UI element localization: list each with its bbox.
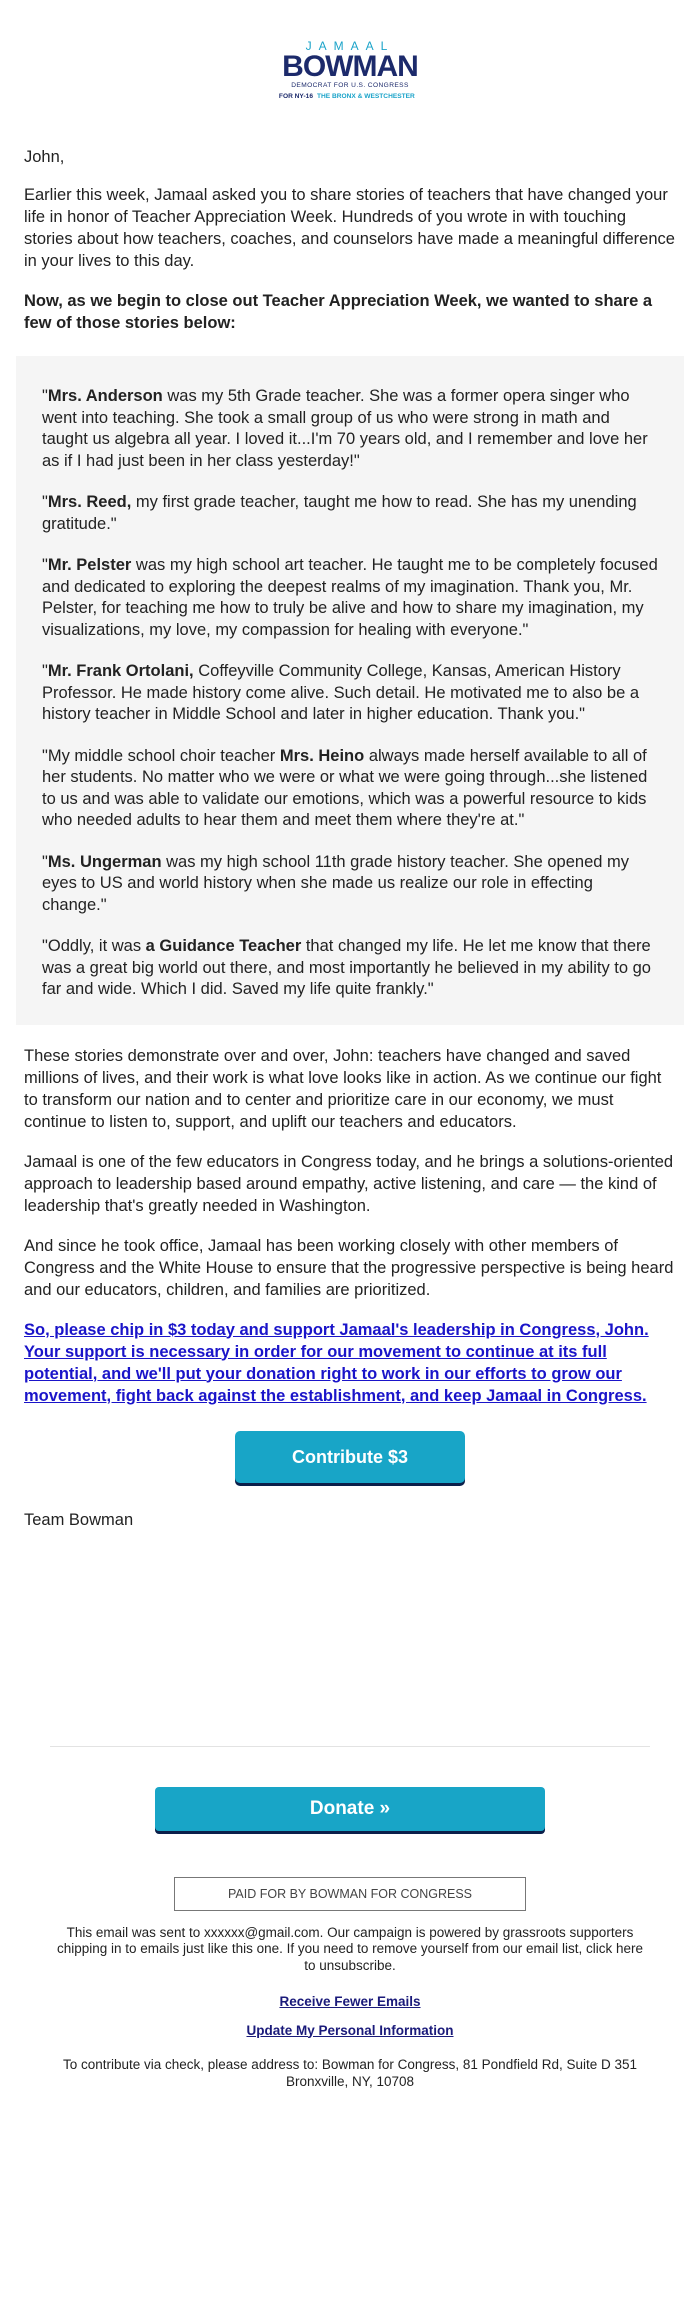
intro-paragraph: Earlier this week, Jamaal asked you to share stories of teachers that have changed your life in honor of Teacher Appreciation Week. Hundreds of you wrote in with touching stories about how teachers, coaches, and counselors have made a meaningful difference in your lives to this day. — [24, 186, 675, 270]
teacher-name: Mrs. Anderson — [47, 387, 163, 405]
teachers-paragraph: These stories demonstrate over and over, John: teachers have changed and saved millions of lives, and their work is what love looks like in action. As we continue our fight to transform our nation and to center and prioritize care in our economy, we must continue to listen to, support, and uplift our teachers and educators. — [24, 1046, 662, 1131]
email-container — [0, 36, 700, 2090]
story-item: "Mr. Pelster was my high school art teacher. He taught me to be completely focused and dedicated to exploring the deepest realms of my imagination. Thank you, Mr. Pelster, for teaching me how to truly be alive and how to share my imagination, my visualizations, my love, my compassion for healing with everyone." — [42, 556, 658, 639]
donate-ask-link[interactable]: So, please chip in $3 today and support Jamaal's leadership in Congress, John. Your support is necessary in order for our movement to continue at its full potential, and we'll put your donation right to work in our efforts to grow our movement, fight back against the establishment, and keep Jamaal in Congress. — [24, 1320, 649, 1405]
story-item: "Mrs. Reed, my first grade teacher, taught me how to read. She has my unending gratitude." — [42, 493, 637, 533]
mailing-address: To contribute via check, please address to: Bowman for Congress, 81 Pondfield Rd, Suite D 351 Bronxville, NY, 10708 — [62, 2057, 638, 2089]
story-item: "My middle school choir teacher Mrs. Heino always made herself available to all of her students. No matter who we were or what we were going through...she listened to us and was able to validate our emotions, which was a powerful resource to kids who needed adults to hear them and meet them where they're at." — [42, 746, 648, 829]
story-item: "Ms. Ungerman was my high school 11th grade history teacher. She opened my eyes to US and world history when she made us realize our role in effecting change." — [42, 852, 630, 914]
footer — [0, 1925, 700, 2091]
stories-lead: Now, as we begin to close out Teacher Appreciation Week, we wanted to share a few of those stories below: — [24, 292, 653, 332]
paid-for-disclaimer: PAID FOR BY BOWMAN FOR CONGRESS — [174, 1877, 526, 1911]
congress-paragraph: And since he took office, Jamaal has been working closely with other members of Congress and the White House to ensure that the progressive perspective is being heard and our educators, children, and families are prioritized. — [24, 1236, 674, 1299]
logo-jamaal-text: JAMAAL — [305, 39, 395, 53]
teacher-name: Mrs. Heino — [279, 746, 365, 765]
email-body — [0, 146, 700, 334]
story-item: "Oddly, it was a Guidance Teacher that changed my life. He let me know that there was a great big world out there, and most importantly he believed in my ability to go far and wide. Which I did. Saved my life quite frankly." — [42, 937, 651, 998]
logo-bowman-text: BOWMAN — [282, 50, 418, 83]
teacher-name: Mrs. Reed, — [47, 493, 132, 511]
contribute-button[interactable]: Contribute $3 — [235, 1431, 465, 1483]
signature: Team Bowman — [24, 1510, 134, 1529]
unsubscribe-notice: This email was sent to xxxxxx@gmail.com. Our campaign is powered by grassroots supporters chipping in to emails just like this one. If you need to remove yourself from our email list, click here to unsubscribe. — [56, 1924, 643, 1973]
logo-district: FOR NY-16 — [278, 93, 313, 100]
logo-region: THE BRONX & WESTCHESTER — [317, 93, 415, 100]
teacher-name: a Guidance Teacher — [145, 937, 302, 955]
bowman-logo — [275, 36, 425, 106]
teacher-name: Mr. Frank Ortolani, — [47, 662, 194, 680]
footer-divider — [50, 1746, 650, 1747]
story-item: "Mr. Frank Ortolani, Coffeyville Community College, Kansas, American History Professor. He made history come alive. Such detail. He motivated me to also be a history teacher in Middle School and later in higher education. Thank you." — [42, 662, 640, 723]
educator-paragraph: Jamaal is one of the few educators in Congress today, and he brings a solutions-oriented approach to leadership based around empathy, active listening, and care — the kind of leadership that's greatly needed in Washington. — [24, 1152, 674, 1215]
teacher-name: Ms. Ungerman — [47, 852, 162, 871]
logo-tagline: DEMOCRAT FOR U.S. CONGRESS — [291, 82, 409, 89]
donate-button[interactable]: Donate » — [155, 1787, 545, 1831]
greeting: John, — [24, 148, 65, 166]
update-info-link[interactable]: Update My Personal Information — [246, 2022, 454, 2038]
story-item: "Mrs. Anderson was my 5th Grade teacher. She was a former opera singer who went into teaching. She took a small group of us who were strong in math and taught us algebra all year. I loved it...I'm 70 years old, and I remember and love her as if I had just been in her class yesterday!" — [42, 387, 648, 470]
teacher-name: Mr. Pelster — [47, 556, 132, 574]
email-body-continued — [0, 1045, 700, 1530]
fewer-emails-link[interactable]: Receive Fewer Emails — [279, 1994, 421, 2009]
stories-box — [16, 356, 684, 1025]
